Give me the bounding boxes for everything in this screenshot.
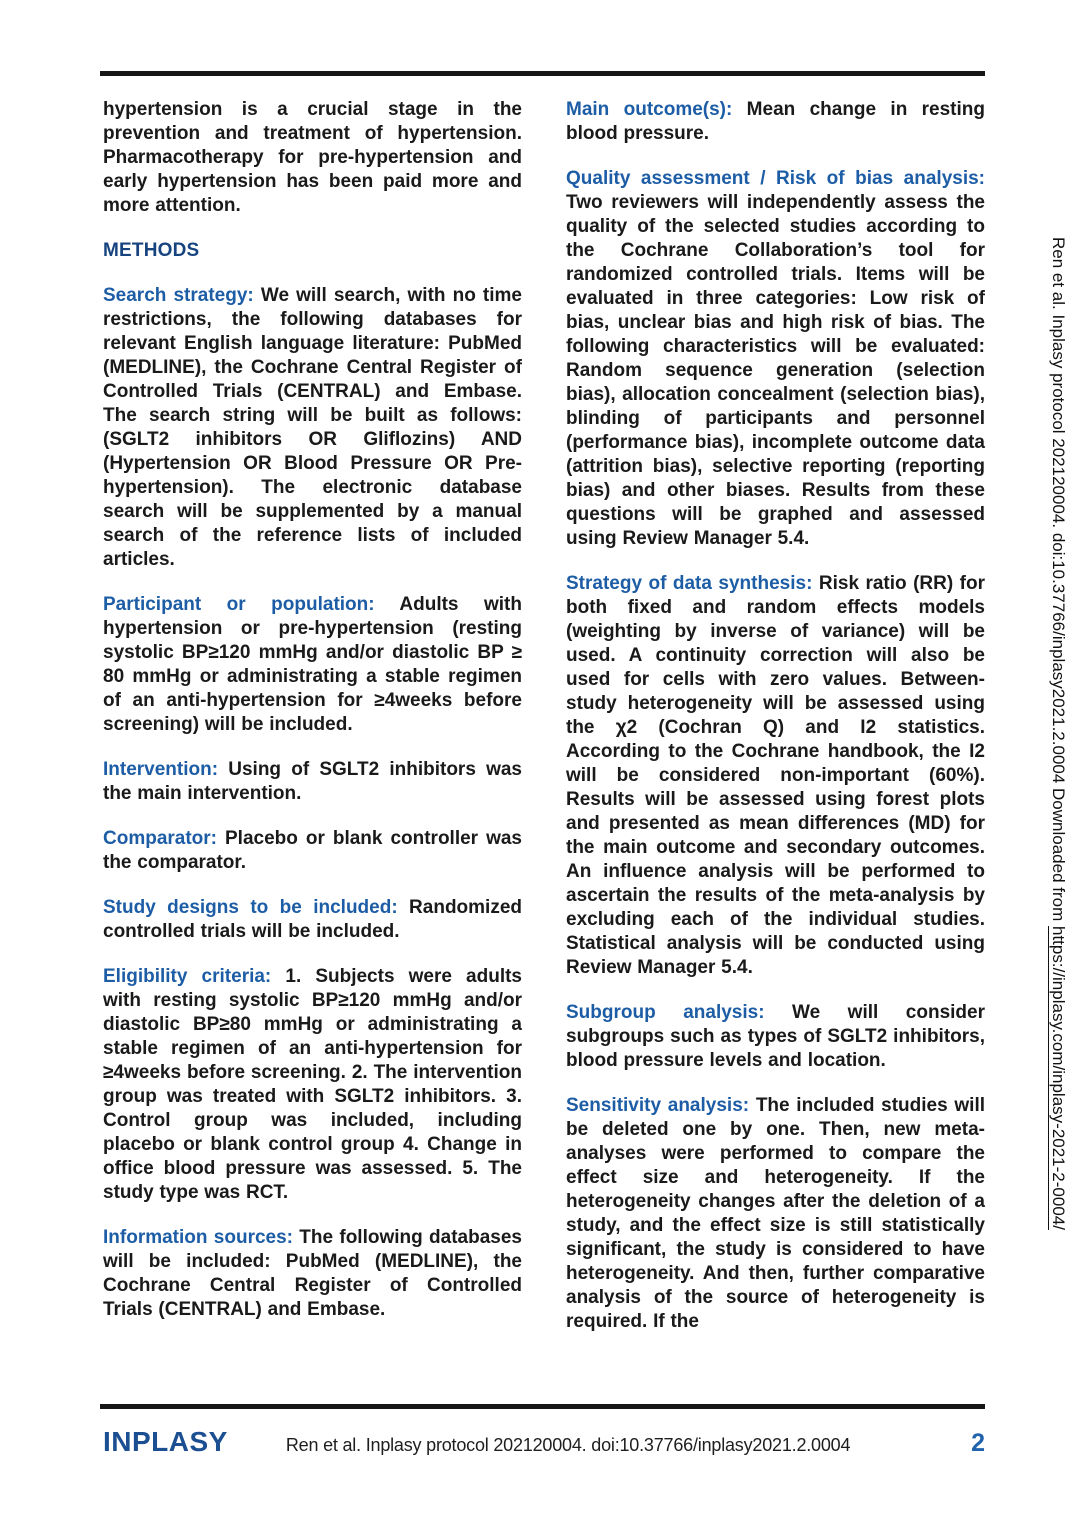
paragraph-label: Search strategy: [103, 285, 261, 306]
section-heading: METHODS [103, 240, 200, 261]
page-number: 2 [971, 1429, 985, 1457]
paragraph [103, 827, 522, 875]
paragraph [566, 572, 985, 980]
paragraph-text: Randomized controlled trials will be included. [103, 897, 522, 942]
paragraph-label: Intervention: [103, 759, 229, 780]
paragraph-text: We will consider subgroups such as types of SGLT2 inhibitors, blood pressure levels and location. [566, 1002, 985, 1071]
sidebar-citation-text: Ren et al. Inplasy protocol 202120004. doi:10.37766/inplasy2021.2.0004 Downloaded from [1049, 237, 1068, 926]
paragraph [103, 896, 522, 944]
paragraph-label: Comparator: [103, 828, 225, 849]
paragraph-label: Main outcome(s): [566, 99, 747, 120]
paragraph-label: Study designs to be included: [103, 897, 410, 918]
inplasy-logo: INPLASY [103, 1426, 228, 1457]
paragraph-text: Using of SGLT2 inhibitors was the main intervention. [103, 759, 522, 804]
sidebar-citation [1048, 237, 1068, 1357]
paragraph-label: Eligibility criteria: [103, 966, 286, 987]
paragraph-label: Participant or population: [103, 594, 400, 615]
paragraph [103, 98, 522, 218]
paragraph-label: Sensitivity analysis: [566, 1095, 756, 1116]
column-right [566, 98, 985, 1334]
paragraph [103, 284, 522, 572]
paragraph-text: hypertension is a crucial stage in the prevention and treatment of hypertension. Pharmacotherapy for pre-hypertension and early hypertension has been paid more and more attention. [103, 99, 522, 216]
column-left [103, 98, 522, 1334]
article-content [103, 98, 985, 1334]
paragraph-text: Risk ratio (RR) for both fixed and random effects models (weighting by inverse of variance) will be used. A continuity correction will also be used for cells with zero values. Between-study heterogeneity will be assessed using the χ2 (Cochran Q) and I2 statistics. According to the Cochrane handbook, the I2 will be considered non-important (60%). Results will be assessed using forest plots and presented as mean differences (MD) for the main outcome and secondary outcomes. An influence analysis will be performed to ascertain the results of the meta-analysis by excluding each of the individual studies. Statistical analysis will be conducted using Review Manager 5.4. [566, 573, 985, 978]
bottom-rule [100, 1404, 985, 1409]
paragraph [566, 98, 985, 146]
paragraph-text: Mean change in resting blood pressure. [566, 99, 985, 144]
paragraph-text: Two reviewers will independently assess the quality of the selected studies according to the Cochrane Collaboration’s tool for randomized controlled trials. Items will be evaluated in three categories: Low risk of bias, unclear bias and high risk of bias. The following characteristics will be evaluated: Random sequence generation (selection bias), allocation concealment (selection bias), blinding of participants and personnel (performance bias), incomplete outcome data (attrition bias), selective reporting (reporting bias) and other biases. Results from these questions will be graphed and assessed using Review Manager 5.4. [566, 192, 985, 549]
paragraph [103, 758, 522, 806]
paragraph-text: We will search, with no time restrictions, the following databases for relevant English language literature: PubMed (MEDLINE), the Cochrane Central Register of Controlled Trials (CENTRAL) and Embase. The search string will be built as follows: (SGLT2 inhibitors OR Gliflozins) AND (Hypertension OR Blood Pressure OR Pre-hypertension). The electronic database search will be supplemented by a manual search of the reference lists of included articles. [103, 285, 523, 570]
paragraph [566, 167, 985, 551]
footer-citation: Ren et al. Inplasy protocol 202120004. doi:10.37766/inplasy2021.2.0004 [285, 1435, 851, 1455]
paragraph-label: Information sources: [103, 1227, 300, 1248]
paragraph [566, 1001, 985, 1073]
paragraph-label: Strategy of data synthesis: [566, 573, 819, 594]
paragraph-text: Placebo or blank controller was the comparator. [103, 828, 522, 873]
paragraph [103, 593, 522, 737]
paragraph [103, 965, 522, 1205]
paragraph [566, 1094, 985, 1334]
paragraph-text: The included studies will be deleted one by one. Then, new meta-analyses were performed to compare the effect size and heterogeneity. If the heterogeneity changes after the deletion of a study, and the effect size is still statistically significant, the study is considered to have heterogeneity. And then, further comparative analysis of the source of heterogeneity is required. If the [566, 1095, 985, 1332]
paragraph-text: The following databases will be included: PubMed (MEDLINE), the Cochrane Central Register of Controlled Trials (CENTRAL) and Embase. [103, 1227, 522, 1320]
paragraph-text: Adults with hypertension or pre-hypertension (resting systolic BP≥120 mmHg and/or diastolic BP ≥ 80 mmHg or administrating a stable regimen of an anti-hypertension for ≥4weeks before screening) will be included. [103, 594, 522, 735]
paragraph-label: Quality assessment / Risk of bias analysis: [566, 168, 985, 189]
paragraph-text: 1. Subjects were adults with resting systolic BP≥120 mmHg and/or diastolic BP≥80 mmHg or administrating a stable regimen of an anti-hypertension for ≥4weeks before screening. 2. The intervention group was treated with SGLT2 inhibitors. 3. Control group was included, including placebo or blank control group 4. Change in office blood pressure was assessed. 5. The study type was RCT. [103, 966, 522, 1203]
top-rule [100, 71, 985, 76]
sidebar-citation-link[interactable]: https://inplasy.com/inplasy-2021-2-0004/ [1049, 926, 1068, 1230]
paragraph-label: Subgroup analysis: [566, 1002, 793, 1023]
paragraph [103, 1226, 522, 1322]
footer [103, 1426, 985, 1458]
